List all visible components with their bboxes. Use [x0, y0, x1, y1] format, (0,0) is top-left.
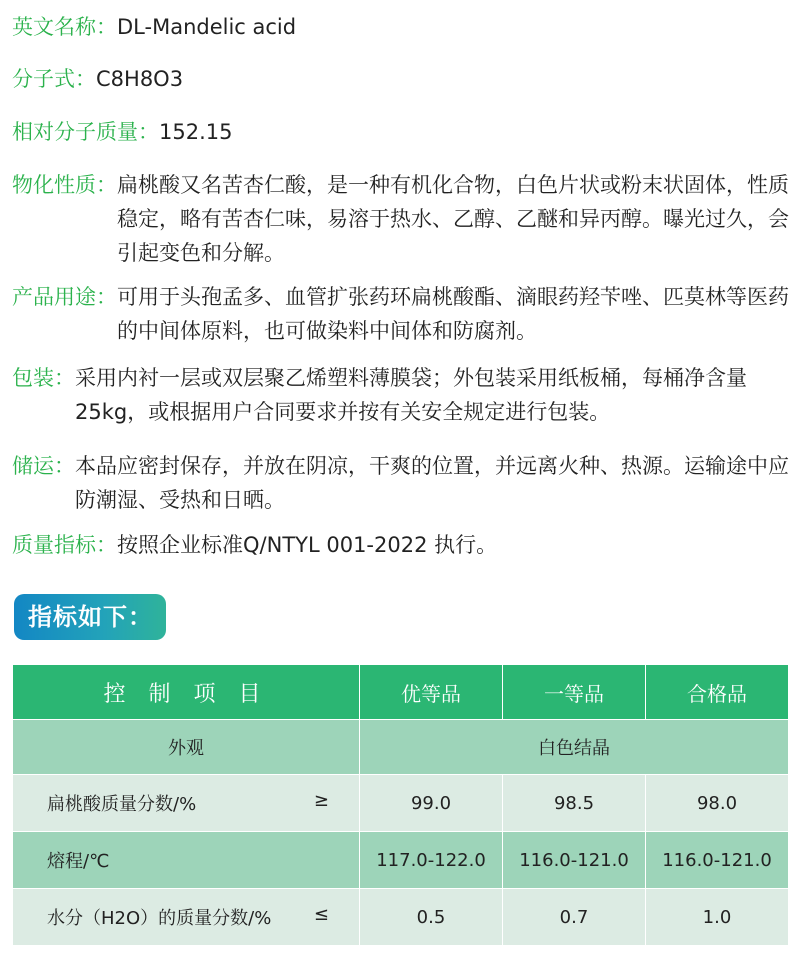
field-value: 本品应密封保存，并放在阴凉，干爽的位置，并远离火种、热源。运输途中应防潮湿、受热和日晒。	[75, 454, 789, 512]
field-value: 可用于头孢孟多、血管扩张药环扁桃酸酯、滴眼药羟苄唑、匹莫林等医药的中间体原料，也可做染料中间体和防腐剂。	[117, 285, 789, 343]
cell-appearance-value: 白色结晶	[360, 720, 789, 775]
field-properties	[12, 168, 792, 270]
cell-item	[13, 889, 360, 946]
cell-value: 0.5	[360, 889, 503, 946]
header-grade-first: 一等品	[503, 665, 646, 720]
field-value: C8H8O3	[96, 67, 184, 91]
field-quality-standard	[12, 528, 792, 562]
cell-value: 98.5	[503, 775, 646, 832]
item-label: 扁桃酸质量分数/%	[47, 794, 197, 815]
table-row	[13, 775, 789, 832]
spec-badge: 指标如下：	[14, 594, 166, 640]
cell-value: 1.0	[646, 889, 789, 946]
field-label: 英文名称：	[12, 15, 117, 39]
field-usage	[12, 280, 792, 348]
field-value: 按照企业标准Q/NTYL 001-2022 执行。	[117, 533, 498, 557]
field-value: 152.15	[159, 120, 233, 144]
header-grade-premium: 优等品	[360, 665, 503, 720]
table-row	[13, 720, 789, 775]
field-storage	[12, 449, 792, 517]
field-label: 物化性质：	[12, 173, 117, 197]
item-label: 熔程/℃	[47, 851, 110, 872]
table-row	[13, 889, 789, 946]
table-row	[13, 832, 789, 889]
field-value: DL-Mandelic acid	[117, 15, 297, 39]
table-header-row	[13, 665, 789, 720]
item-label: 水分（H2O）的质量分数/%	[47, 908, 272, 929]
cell-value: 98.0	[646, 775, 789, 832]
field-english-name	[12, 10, 792, 44]
field-label: 质量指标：	[12, 533, 117, 557]
cell-value: 117.0-122.0	[360, 832, 503, 889]
field-label: 分子式：	[12, 67, 96, 91]
field-label: 储运：	[12, 454, 75, 478]
item-operator: ≥	[313, 790, 329, 811]
field-formula	[12, 62, 792, 96]
cell-value: 116.0-121.0	[646, 832, 789, 889]
header-item: 控 制 项 目	[13, 665, 360, 720]
cell-value: 116.0-121.0	[503, 832, 646, 889]
field-value: 扁桃酸又名苦杏仁酸，是一种有机化合物，白色片状或粉末状固体，性质稳定，略有苦杏仁味，易溶于热水、乙醇、乙醚和异丙醇。曝光过久，会引起变色和分解。	[117, 173, 789, 265]
field-packaging	[12, 361, 792, 429]
cell-item	[13, 832, 360, 889]
cell-item-appearance: 外观	[13, 720, 360, 775]
cell-item	[13, 775, 360, 832]
field-molecular-weight	[12, 115, 792, 149]
field-value: 采用内衬一层或双层聚乙烯塑料薄膜袋；外包装采用纸板桶，每桶净含量25kg，或根据用户合同要求并按有关安全规定进行包装。	[75, 366, 747, 424]
cell-value: 99.0	[360, 775, 503, 832]
cell-value: 0.7	[503, 889, 646, 946]
item-operator: ≤	[313, 904, 329, 925]
spec-table	[12, 664, 789, 946]
field-label: 产品用途：	[12, 285, 117, 309]
field-label: 包装：	[12, 366, 75, 390]
field-label: 相对分子质量：	[12, 120, 159, 144]
header-grade-qualified: 合格品	[646, 665, 789, 720]
